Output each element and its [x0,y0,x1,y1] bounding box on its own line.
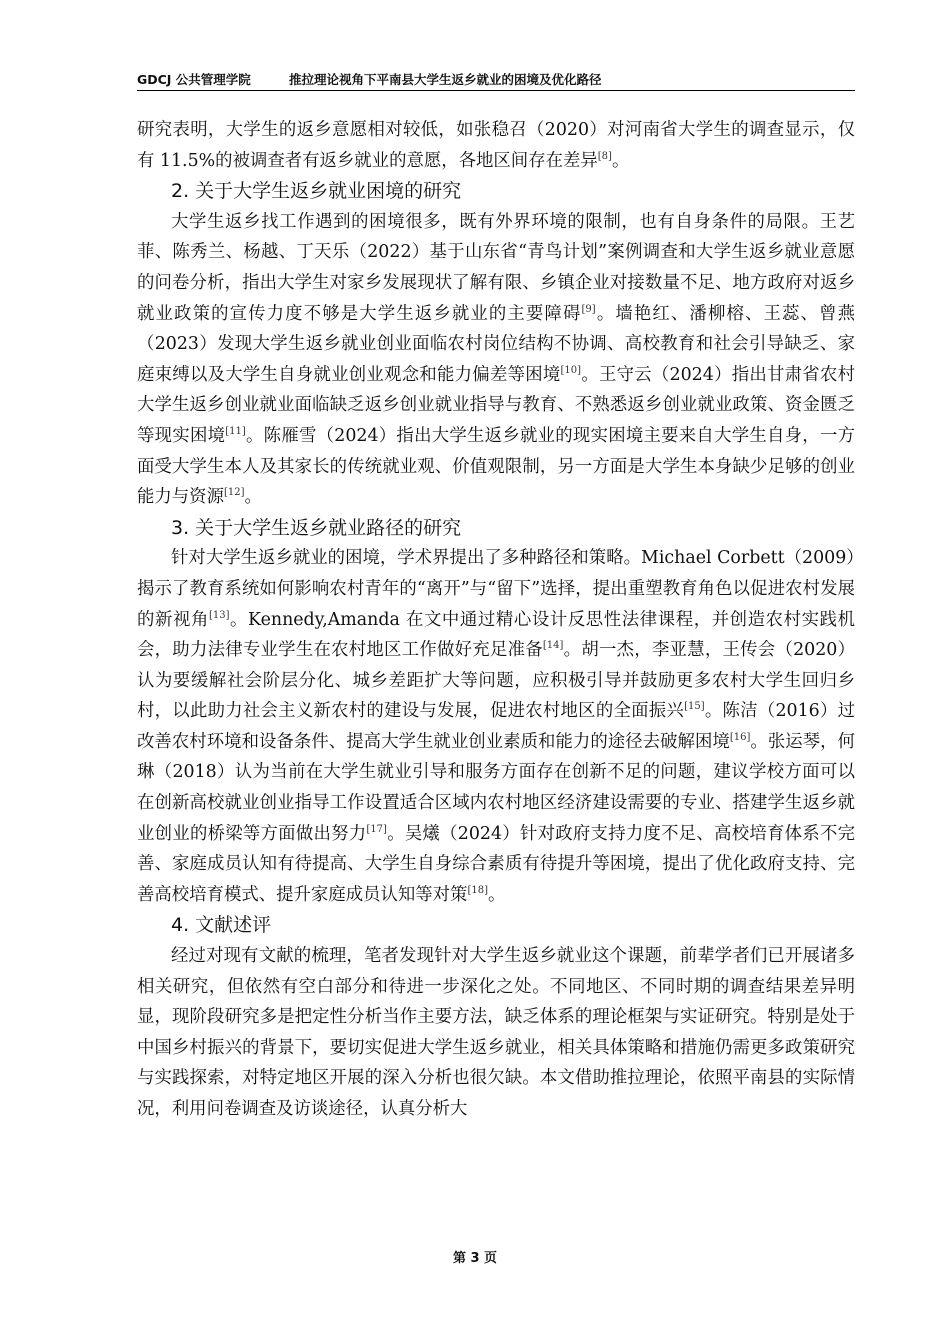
section-heading-3: 3. 关于大学生返乡就业路径的研究 [171,516,462,539]
text-run: 。胡一杰，李亚慧，王传会（2020）认为要缓解社会阶层分化、城乡差距扩大等问题，应积极引导并鼓励更多农村大学生回归乡村，以此助力社会主义新农村的建设与发展，促进农村地区的全面振兴 [137,640,855,722]
text-run: 。吴爔（2024）针对政府支持力度不足、高校培育体系不完善、家庭成员认知有待提高、大学生自身综合素质有待提升等困境，提出了优化政府支持、完善高校培育模式、提升家庭成员认知等对策 [137,823,855,905]
section-heading-4: 4. 文献述评 [171,914,272,937]
citation-16: [16] [729,731,751,743]
citation-10: [10] [560,364,582,376]
paragraph-intro-continued [137,115,855,176]
text-run: 。陈雁雪（2024）指出大学生返乡就业的现实困境主要来自大学生自身，一方面受大学生本人及其家长的传统就业观、价值观限制，另一方面是大学生本身缺少足够的创业能力与资源 [137,425,855,508]
citation-12: [12] [223,487,245,499]
page-number: 第 3 页 [452,1251,498,1266]
citation-11: [11] [225,425,246,437]
text-run: 。陈洁（2016）过改善农村环境和设备条件、提高大学生就业创业素质和能力的途径去破解困境 [137,701,855,752]
citation-18: [18] [467,884,488,896]
citation-13: [13] [208,609,230,621]
text-run: 。Kennedy,Amanda 在文中通过精心设计反思性法律课程，并创造农村实践机会，助力法律专业学生在农村地区工作做好充足准备 [137,609,855,661]
header-title: 推拉理论视角下平南县大学生返乡就业的困境及优化路径 [289,72,602,87]
citation-15: [15] [684,701,705,713]
citation-17: [17] [366,823,387,835]
citation-14: [14] [542,640,564,652]
body-content [137,115,855,1125]
citation-9: [9] [581,303,596,315]
text-run: 。张运琴，何琳（2018）认为当前在大学生就业引导和服务方面存在创新不足的问题，建议学校方面可以在创新高校就业创业指导工作设置适合区域内农村地区经济建设需要的专业、搭建学生返乡就业创业的桥梁等方面做出努力 [137,731,855,844]
header-institution: GDCJ 公共管理学院 [137,72,251,87]
text-run: 。墙艳红、潘柳榕、王蕊、曾燕（2023）发现大学生返乡就业创业面临农村岗位结构不协调、高校教育和社会引导缺乏、家庭束缚以及大学生自身就业创业观念和能力偏差等困境 [137,303,855,385]
text-run: 。王守云（2024）指出甘肃省农村大学生返乡创业就业面临缺乏返乡创业就业指导与教育、不熟悉返乡创业就业政策、资金匮乏等现实困境 [137,364,855,446]
text-run: 。 [487,884,506,905]
page-header [137,70,855,91]
text-run: 。 [611,150,630,171]
citation-8: [8] [597,150,612,162]
paragraph-difficulties [137,207,855,513]
text-run: 研究表明，大学生的返乡意愿相对较低，如张稳召（2020）对河南省大学生的调查显示，仅有 11.5%的被调查者有返乡就业的意愿，各地区间存在差异 [137,120,855,171]
text-run: 。 [244,487,262,508]
paragraph-paths [137,543,855,910]
section-heading-2: 2. 关于大学生返乡就业困境的研究 [171,180,462,203]
text-run: 经过对现有文献的梳理，笔者发现针对大学生返乡就业这个课题，前辈学者们已开展诸多相关研究，但依然有空白部分和待进一步深化之处。不同地区、不同时期的调查结果差异明显，现阶段研究多是把定性分析当作主要方法，缺乏体系的理论框架与实证研究。特别是处于中国乡村振兴的背景下，要切实促进大学生返乡就业，相关具体策略和措施仍需更多政策研究与实践探索，对特定地区开展的深入分析也很欠缺。本文借助推拉理论，依照平南县的实际情况，利用问卷调查及访谈途径，认真分析大 [137,946,855,1119]
paragraph-literature-review [137,941,855,1125]
text-run: 大学生返乡找工作遇到的困境很多，既有外界环境的限制，也有自身条件的局限。王艺菲、陈秀兰、杨越、丁天乐（2022）基于山东省“青鸟计划”案例调查和大学生返乡就业意愿的问卷分析，指出大学生对家乡发展现状了解有限、乡镇企业对接数量不足、地方政府对返乡就业政策的宣传力度不够是大学生返乡就业的主要障碍 [137,211,855,324]
text-run: 针对大学生返乡就业的困境，学术界提出了多种路径和策略。Michael Corbett（2009）揭示了教育系统如何影响农村青年的“离开”与“留下”选择，提出重塑教育角色以促进农村发展的新视角 [137,548,855,630]
